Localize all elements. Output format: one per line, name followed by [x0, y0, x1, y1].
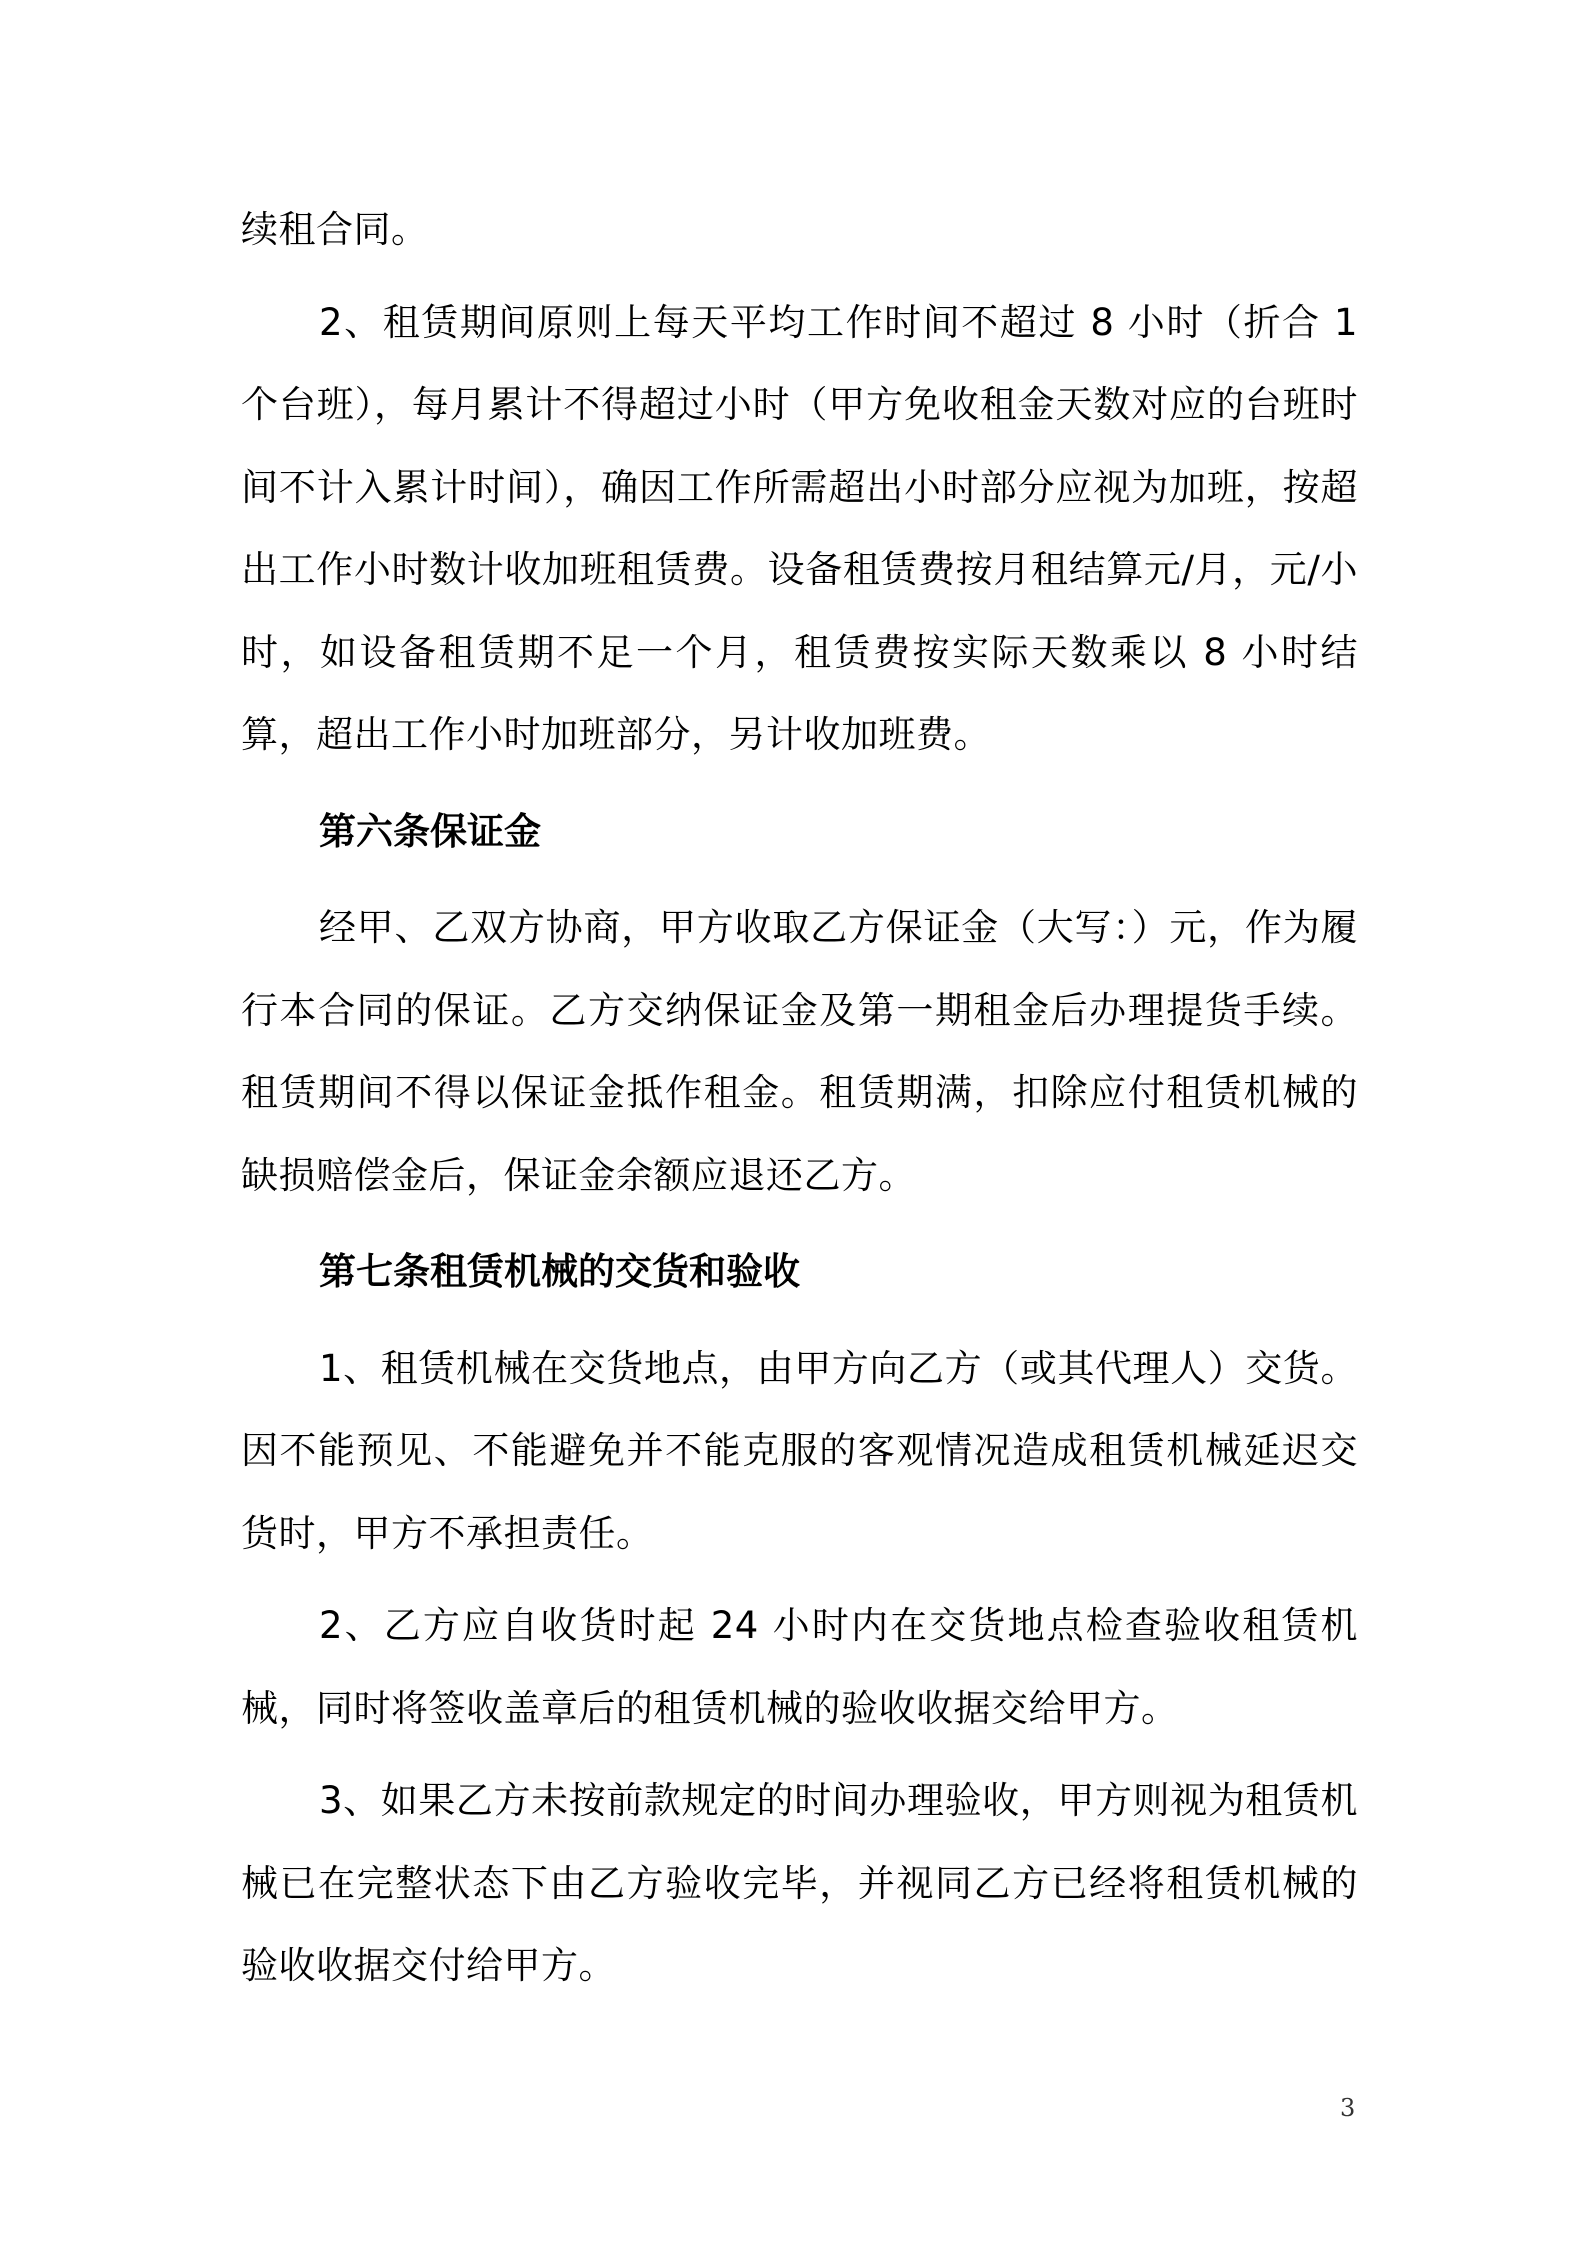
- paragraph-clause-1-delivery: 1、租赁机械在交货地点，由甲方向乙方（或其代理人）交货。因不能预见、不能避免并不能克服的客观情况造成租赁机械延迟交货时，甲方不承担责任。: [241, 1346, 1358, 1555]
- section-heading-article-7: 第七条租赁机械的交货和验收: [319, 1250, 800, 1293]
- paragraph-deposit: 经甲、乙双方协商，甲方收取乙方保证金（大写：）元，作为履行本合同的保证。乙方交纳保证金及第一期租金后办理提货手续。租赁期间不得以保证金抵作租金。租赁期满，扣除应付租赁机械的缺损赔偿金后，保证金余额应退还乙方。: [241, 906, 1358, 1197]
- paragraph-continuation: 续租合同。: [241, 208, 429, 251]
- document-body: [241, 189, 1358, 2008]
- paragraph-clause-3-acceptance: 3、如果乙方未按前款规定的时间办理验收，甲方则视为租赁机械已在完整状态下由乙方验收完毕，并视同乙方已经将租赁机械的验收收据交付给甲方。: [241, 1779, 1358, 1987]
- page-number: 3: [1340, 2094, 1356, 2122]
- paragraph-clause-2-work-hours: 2、租赁期间原则上每天平均工作时间不超过 8 小时（折合 1 个台班），每月累计不得超过小时（甲方免收租金天数对应的台班时间不计入累计时间），确因工作所需超出小时部分应视为加班，按超出工作小时数计收加班租赁费。设备租赁费按月租结算元/月，元/小时，如设备租赁期不足一个月，租赁费按实际天数乘以 8 小时结算，超出工作小时加班部分，另计收加班费。: [241, 300, 1358, 756]
- paragraph-clause-2-inspection: 2、乙方应自收货时起 24 小时内在交货地点检查验收租赁机械，同时将签收盖章后的租赁机械的验收收据交给甲方。: [241, 1604, 1358, 1730]
- section-heading-article-6: 第六条保证金: [319, 809, 541, 853]
